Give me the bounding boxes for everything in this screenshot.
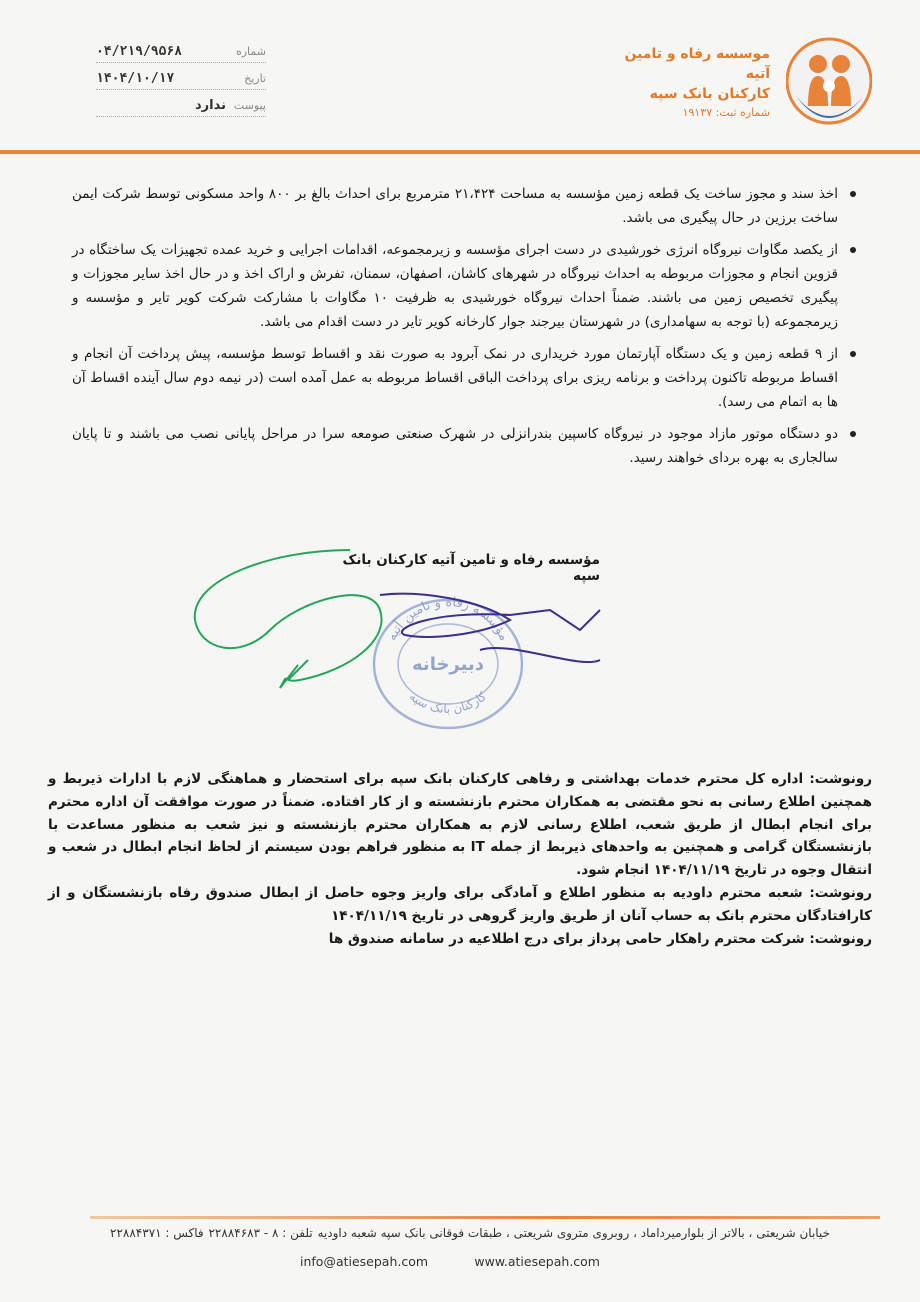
org-name-line2: کارکنان بانک سپه bbox=[649, 86, 770, 102]
footer-divider bbox=[90, 1216, 880, 1219]
footer-address: خیابان شریعتی ، بالاتر از بلوارمیرداماد ، روبروی متروی شریعتی ، طبقات فوقانی بانک سپه شعبه داودیه bbox=[317, 1226, 830, 1240]
body-bullet: از یکصد مگاوات نیروگاه انرژی خورشیدی در دست اجرای مؤسسه و زیرمجموعه، اقدامات اجرایی و خرید عمده تجهیزات یک ساختگاه در قزوین انجام و مجوزات مربوطه به احداث نیروگاه در شهرهای کاشان، اصفهان، سمنان، تفرش و اراک اخذ و در حال اخذ سایر مجوزات و پیگیری تخصیص زمین می باشند. ضمناً احداث نیروگاه خورشیدی به ظرفیت ۱۰ مگاوات با مشارکت شرکت کویر تایر و مؤسسه و زیرمجموعه (با توجه به سهامداری) در شهرستان بیرجند جوار کارخانه کویر تایر در دست اقدام می باشد. bbox=[72, 238, 860, 334]
letter-attachment-row bbox=[96, 94, 266, 117]
number-value: ۰۴/۲۱۹/۹۵۶۸ bbox=[96, 43, 183, 59]
letter-number-row bbox=[96, 40, 266, 63]
cc-item: رونوشت: اداره کل محترم خدمات بهداشتی و رفاهی کارکنان بانک سپه برای استحضار و هماهنگی لازم با ادارات ذیربط و همچنین اطلاع رسانی به نحو مقتضی به همکاران محترم بازنشسته و از کار افتاده. ضمناً در صورت موافقت آن اداره محترم برای انجام ابطال از طریق شعب، اطلاع رسانی لازم به همکاران محترم بازنشسته و نیز شعب به منظور مساعدت با بازنشستگان گرامی و همچنین به واحدهای ذیربط از جمله IT به منظور فراهم بودن سیستم از لحاظ انجام ابطال در شعب و انتقال وجوه در تاریخ ۱۴۰۴/۱۱/۱۹ انجام شود. bbox=[48, 771, 873, 879]
body-bullet: دو دستگاه موتور مازاد موجود در نیروگاه کاسپین بندرانزلی در شهرک صنعتی صومعه سرا در مراحل پایانی نصب می باشند و تا پایان سالجاری به بهره بردای خواهند رسید. bbox=[72, 422, 860, 470]
footer-fax: فاکس : ۲۲۸۸۴۳۷۱ bbox=[110, 1226, 204, 1240]
footer-web bbox=[300, 1254, 600, 1269]
letter-date-row bbox=[96, 67, 266, 90]
letter-meta bbox=[96, 40, 266, 121]
footer-contact bbox=[110, 1226, 830, 1240]
body-bullet: از ۹ قطعه زمین و یک دستگاه آپارتمان مورد خریداری در نمک آبرود به صورت نقد و اقساط توسط مؤسسه، پیش پرداخت آن انجام و اقساط مربوطه تاکنون پرداخت و برنامه ریزی برای پرداخت الباقی اقساط مربوطه به عمل آمده است (در نیمه دوم سال آینده اقساط آن ها به اتمام می رسد). bbox=[72, 342, 860, 414]
footer-phone: تلفن : ۸ - ۲۲۸۸۴۶۸۳ bbox=[208, 1226, 313, 1240]
org-registration: شماره ثبت: ۱۹۱۳۷ bbox=[682, 106, 770, 119]
body-bullet: اخذ سند و مجوز ساخت یک قطعه زمین مؤسسه به مساحت ۲۱،۴۲۴ مترمربع برای احداث بالغ بر ۸۰۰ واحد مسکونی توسط شرکت ایمن ساخت برزین در حال پیگیری می باشد. bbox=[72, 182, 860, 230]
organization-name-block bbox=[610, 44, 770, 122]
carbon-copies bbox=[48, 768, 872, 950]
header-divider bbox=[0, 150, 920, 154]
organization-logo-icon bbox=[786, 26, 872, 136]
number-label: شماره bbox=[235, 44, 266, 58]
svg-text:مؤسسه رفاه و تامین آتیه: مؤسسه رفاه و تامین آتیه bbox=[384, 594, 512, 644]
org-name-line1: موسسه رفاه و تامین آتیه bbox=[624, 46, 770, 82]
letter-body bbox=[72, 182, 860, 478]
svg-text:دبیرخانه: دبیرخانه bbox=[412, 654, 484, 675]
attachment-value: ندارد bbox=[194, 97, 226, 113]
handwritten-signatures-icon bbox=[180, 540, 620, 740]
cc-item: رونوشت: شرکت محترم راهکار حامی پرداز برای درج اطلاعیه در سامانه صندوق ها bbox=[328, 930, 872, 947]
cc-item: رونوشت: شعبه محترم داودیه به منظور اطلاع و آمادگی برای واریز وجوه حاصل از ابطال صندوق رفاه بازنشستگان و از کارافتادگان محترم بانک به حساب آنان از طریق واریز گروهی در تاریخ ۱۴۰۴/۱۱/۱۹ bbox=[48, 884, 872, 924]
date-value: ۱۴۰۴/۱۰/۱۷ bbox=[96, 70, 175, 86]
signatory-organization: مؤسسه رفاه و تامین آتیه کارکنان بانک سپه bbox=[342, 552, 600, 584]
footer-email[interactable]: info@atiesepah.com bbox=[300, 1254, 429, 1269]
attachment-label: پیوست bbox=[233, 98, 266, 112]
date-label: تاریخ bbox=[244, 71, 266, 85]
svg-text:کارکنان بانک سپه: کارکنان بانک سپه bbox=[406, 689, 490, 716]
footer-website[interactable]: www.atiesepah.com bbox=[474, 1254, 600, 1269]
